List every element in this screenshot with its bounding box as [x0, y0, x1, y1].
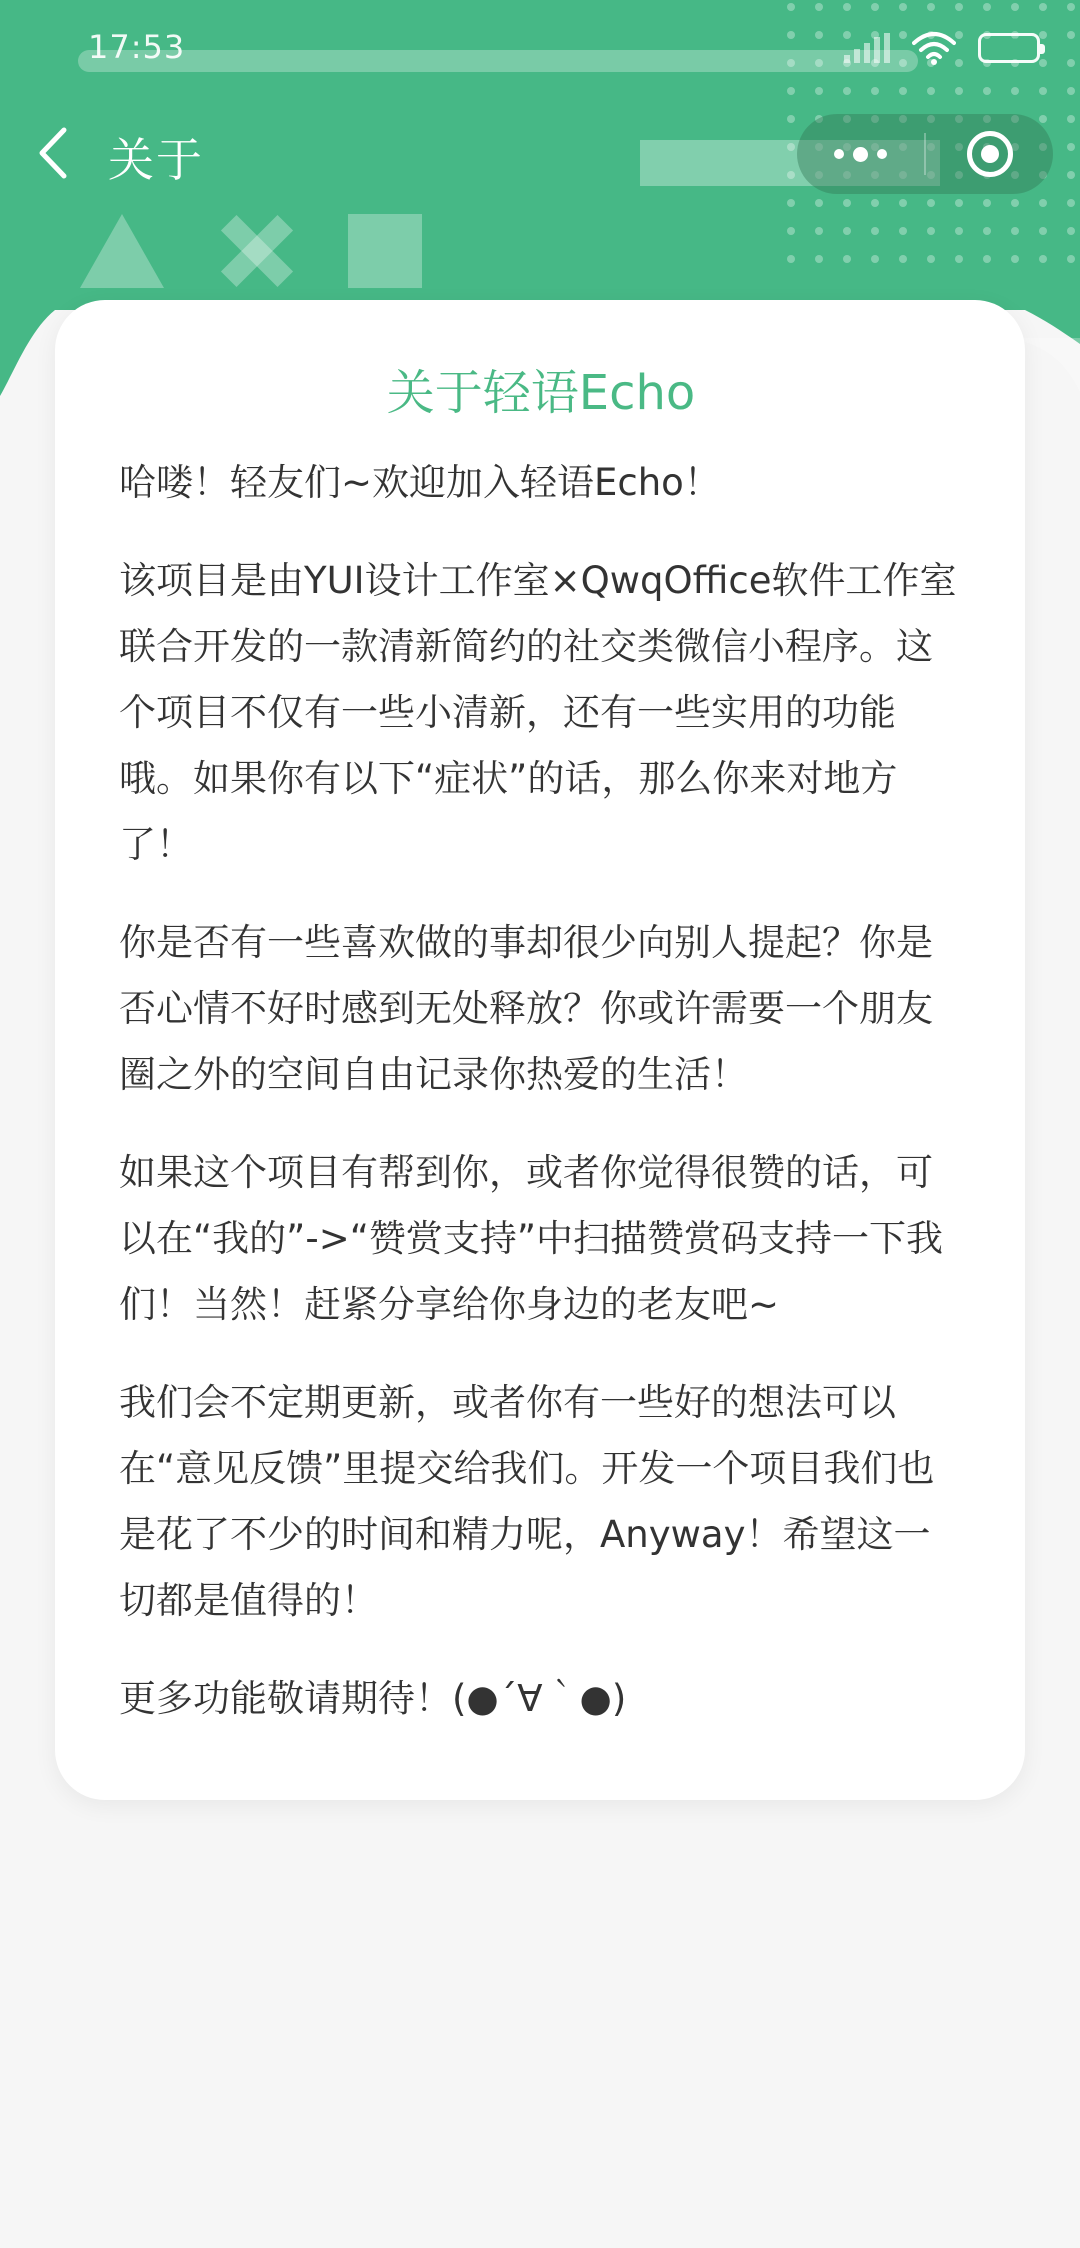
- status-icons: [844, 28, 1040, 68]
- more-button[interactable]: [797, 114, 924, 194]
- paragraph-more: 更多功能敬请期待！(●´∀｀●): [119, 1677, 627, 1720]
- miniprogram-capsule: [797, 114, 1053, 194]
- target-circle-icon: [967, 131, 1013, 177]
- battery-icon: [978, 33, 1040, 63]
- back-button[interactable]: [30, 118, 80, 188]
- paragraph-support: 如果这个项目有帮到你，或者你觉得很赞的话，可以在“我的”->“赞赏支持”中扫描赞赏码支持一下我们！当然！赶紧分享给你身边的老友吧~: [119, 1151, 944, 1326]
- about-card: [55, 300, 1025, 1800]
- more-dots-icon: [834, 147, 887, 162]
- paragraph-feedback: 我们会不定期更新，或者你有一些好的想法可以在“意见反馈”里提交给我们。开发一个项目我们也是花了不少的时间和精力呢，Anyway！希望这一切都是值得的！: [119, 1381, 935, 1622]
- paragraph-greeting: 哈喽！轻友们~欢迎加入轻语Echo！: [119, 461, 721, 504]
- card-title: 关于轻语Echo: [386, 365, 696, 421]
- signal-icon: [844, 33, 890, 63]
- status-bar: [0, 0, 1080, 96]
- paragraph-intro: 该项目是由YUI设计工作室×QwqOffice软件工作室联合开发的一款清新简约的社交类微信小程序。这个项目不仅有一些小清新，还有一些实用的功能哦。如果你有以下“症状”的话，那么你来对地方了！: [119, 559, 957, 866]
- close-miniprogram-button[interactable]: [926, 114, 1053, 194]
- page-title: 关于: [108, 133, 204, 187]
- status-time: 17:53: [88, 28, 186, 66]
- battery-level: 41: [995, 35, 1023, 57]
- wifi-icon: [912, 31, 956, 65]
- chevron-left-icon: [30, 118, 80, 188]
- paragraph-questions: 你是否有一些喜欢做的事却很少向别人提起？你是否心情不好时感到无处释放？你或许需要一个朋友圈之外的空间自由记录你热爱的生活！: [119, 921, 933, 1096]
